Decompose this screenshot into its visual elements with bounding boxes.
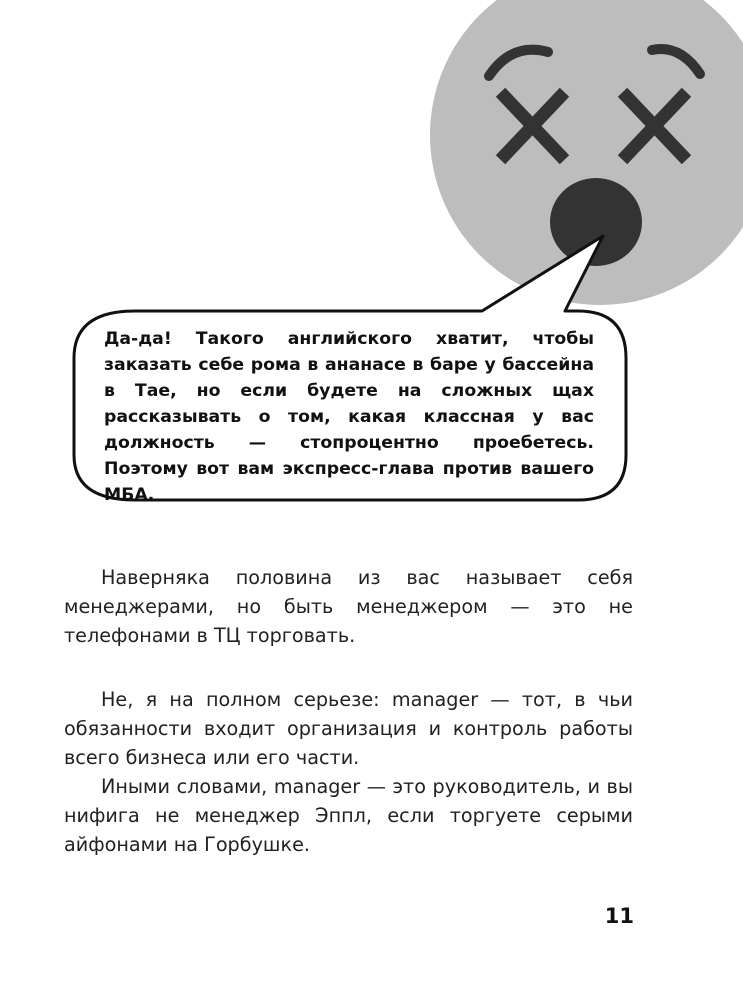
paragraph: Иными словами, manager — это руководитель, и вы нифига не менеджер Эппл, если торгуете серыми айфонами на Горбушке. xyxy=(64,775,633,856)
page-number: 11 xyxy=(604,904,634,928)
body-text-bottom xyxy=(64,685,633,859)
paragraph: Наверняка половина из вас называет себя менеджерами, но быть менеджером — это не телефонами в ТЦ торговать. xyxy=(64,566,633,647)
speech-bubble-text: Да-да! Такого английского хватит, чтобы заказать себе рома в ананасе в баре у бассейна в Тае, но если будете на сложных щах рассказывать о том, какая классная у вас должность — стопроцентно проебетесь. Поэтому вот вам экспресс-глава против вашего МБА. xyxy=(104,329,594,505)
body-text-top xyxy=(64,563,633,650)
paragraph: Не, я на полном серьезе: manager — тот, в чьи обязанности входит организация и контроль работы всего бизнеса или его части. xyxy=(64,688,633,769)
